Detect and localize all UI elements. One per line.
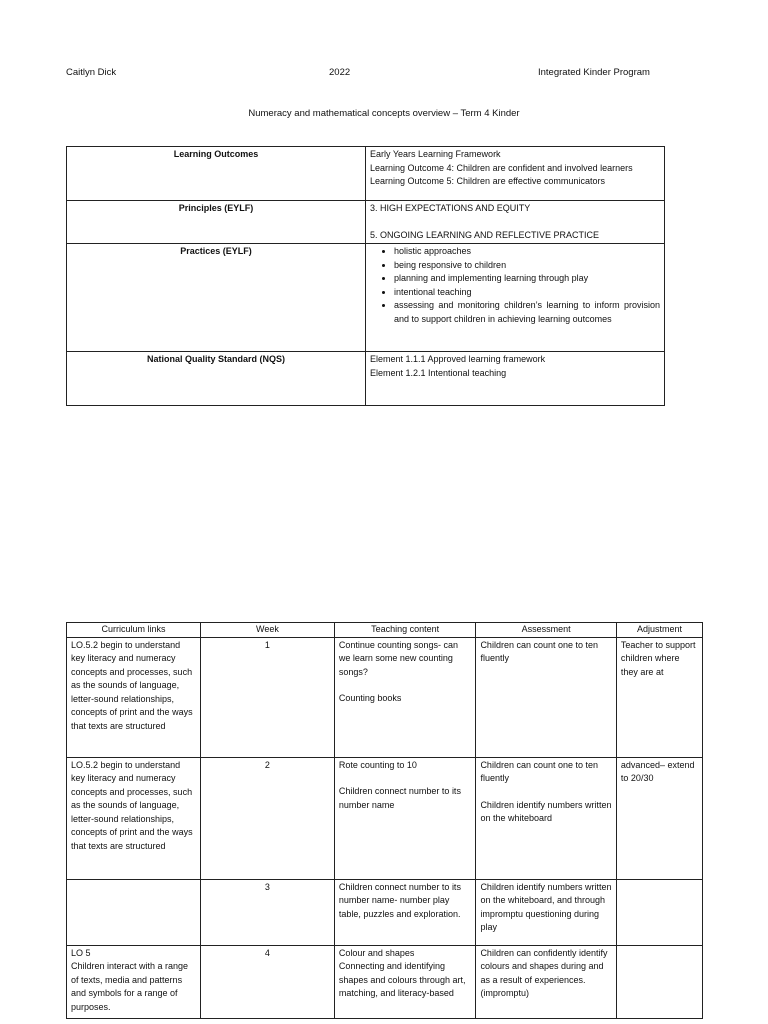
curriculum-links-cell: LO.5.2 begin to understand key literacy and numeracy concepts and processes, such as the sounds of language, letter-sound relationships, concepts of print and the ways that texts are structured (67, 757, 201, 879)
list-item: • intentional teaching (394, 286, 660, 300)
assessment-text: Children identify numbers written on the whiteboard (480, 799, 612, 823)
column-header: Curriculum links (67, 623, 201, 638)
curriculum-links-cell: LO 5 Children interact with a range of texts, media and patterns and symbols for a range of purposes. (67, 945, 201, 1019)
teaching-content-cell (334, 879, 476, 945)
list-item: • planning and implementing learning through play (394, 272, 660, 286)
list-item: • being responsive to children (394, 259, 660, 273)
column-header: Assessment (476, 623, 616, 638)
principles-label: Principles (EYLF) (67, 201, 366, 244)
teaching-content-text: Continue counting songs- can we learn some new counting songs? (338, 639, 458, 677)
table-row (67, 945, 703, 1019)
curriculum-links-cell (67, 879, 201, 945)
principle-item: 3. HIGH EXPECTATIONS AND EQUITY (370, 203, 531, 213)
nqs-line: Element 1.1.1 Approved learning framework (370, 354, 546, 364)
list-item: • holistic approaches (394, 245, 660, 259)
teaching-content-text: Counting books (338, 693, 402, 703)
column-header: Teaching content (334, 623, 476, 638)
nqs-cell (366, 352, 665, 406)
teaching-content-text: Children connect number to its number name- number play table, puzzles and exploration. (338, 881, 461, 919)
assessment-text: Children can count one to ten fluently (480, 759, 599, 783)
table-row (67, 147, 665, 201)
learning-outcomes-cell (366, 147, 665, 201)
column-header: Week (200, 623, 334, 638)
teaching-content-text: Colour and shapes Connecting and identifying shapes and colours through art, matching, and literacy-based (338, 947, 466, 998)
assessment-cell (476, 945, 616, 1019)
teaching-content-cell (334, 757, 476, 879)
nqs-label: National Quality Standard (NQS) (67, 352, 366, 406)
principles-cell (366, 201, 665, 244)
table-row (67, 879, 703, 945)
table-row (67, 244, 665, 352)
adjustment-cell: advanced– extend to 20/30 (616, 757, 702, 879)
assessment-text: Children identify numbers written on the whiteboard, and through impromptu questioning during play (480, 881, 612, 932)
table-row (67, 637, 703, 757)
header-program: Integrated Kinder Program (538, 67, 650, 78)
teaching-content-text: Rote counting to 10 (338, 759, 417, 770)
teaching-content-text: Children connect number to its number name (338, 786, 461, 810)
adjustment-cell: Teacher to support children where they are at (616, 637, 702, 757)
week-cell: 2 (200, 757, 334, 879)
curriculum-table (66, 622, 703, 1019)
table-row (67, 201, 665, 244)
practices-list (370, 245, 660, 326)
document-title: Numeracy and mathematical concepts overview – Term 4 Kinder (248, 108, 520, 119)
practices-label: Practices (EYLF) (67, 244, 366, 352)
assessment-cell (476, 879, 616, 945)
header-author: Caitlyn Dick (66, 67, 117, 78)
table-row (67, 757, 703, 879)
nqs-line: Element 1.2.1 Intentional teaching (370, 367, 507, 378)
overview-table (66, 146, 665, 406)
assessment-text: Children can confidently identify colours and shapes during and as a result of experiences. (impromptu) (480, 947, 608, 998)
curriculum-links-cell: LO.5.2 begin to understand key literacy and numeracy concepts and processes, such as the sounds of language, letter-sound relationships, concepts of print and the ways that texts are structured (67, 637, 201, 757)
principle-item: 5. ONGOING LEARNING AND REFLECTIVE PRACTICE (370, 229, 600, 240)
table-row (67, 352, 665, 406)
practices-cell (366, 244, 665, 352)
week-cell: 4 (200, 945, 334, 1019)
assessment-text: Children can count one to ten fluently (480, 639, 599, 663)
week-cell: 3 (200, 879, 334, 945)
assessment-cell (476, 757, 616, 879)
list-item: • assessing and monitoring children’s learning to inform provision and to support children in achieving learning outcomes (394, 299, 660, 326)
learning-outcomes-line: Early Years Learning Framework (370, 149, 501, 159)
table-header-row (67, 623, 703, 638)
adjustment-cell (616, 879, 702, 945)
teaching-content-cell (334, 637, 476, 757)
adjustment-cell (616, 945, 702, 1019)
column-header: Adjustment (616, 623, 702, 638)
assessment-cell (476, 637, 616, 757)
learning-outcomes-label: Learning Outcomes (67, 147, 366, 201)
learning-outcomes-line: Learning Outcome 4: Children are confident and involved learners (370, 162, 633, 173)
teaching-content-cell (334, 945, 476, 1019)
header-year: 2022 (329, 67, 351, 78)
learning-outcomes-line: Learning Outcome 5: Children are effective communicators (370, 176, 605, 186)
week-cell: 1 (200, 637, 334, 757)
